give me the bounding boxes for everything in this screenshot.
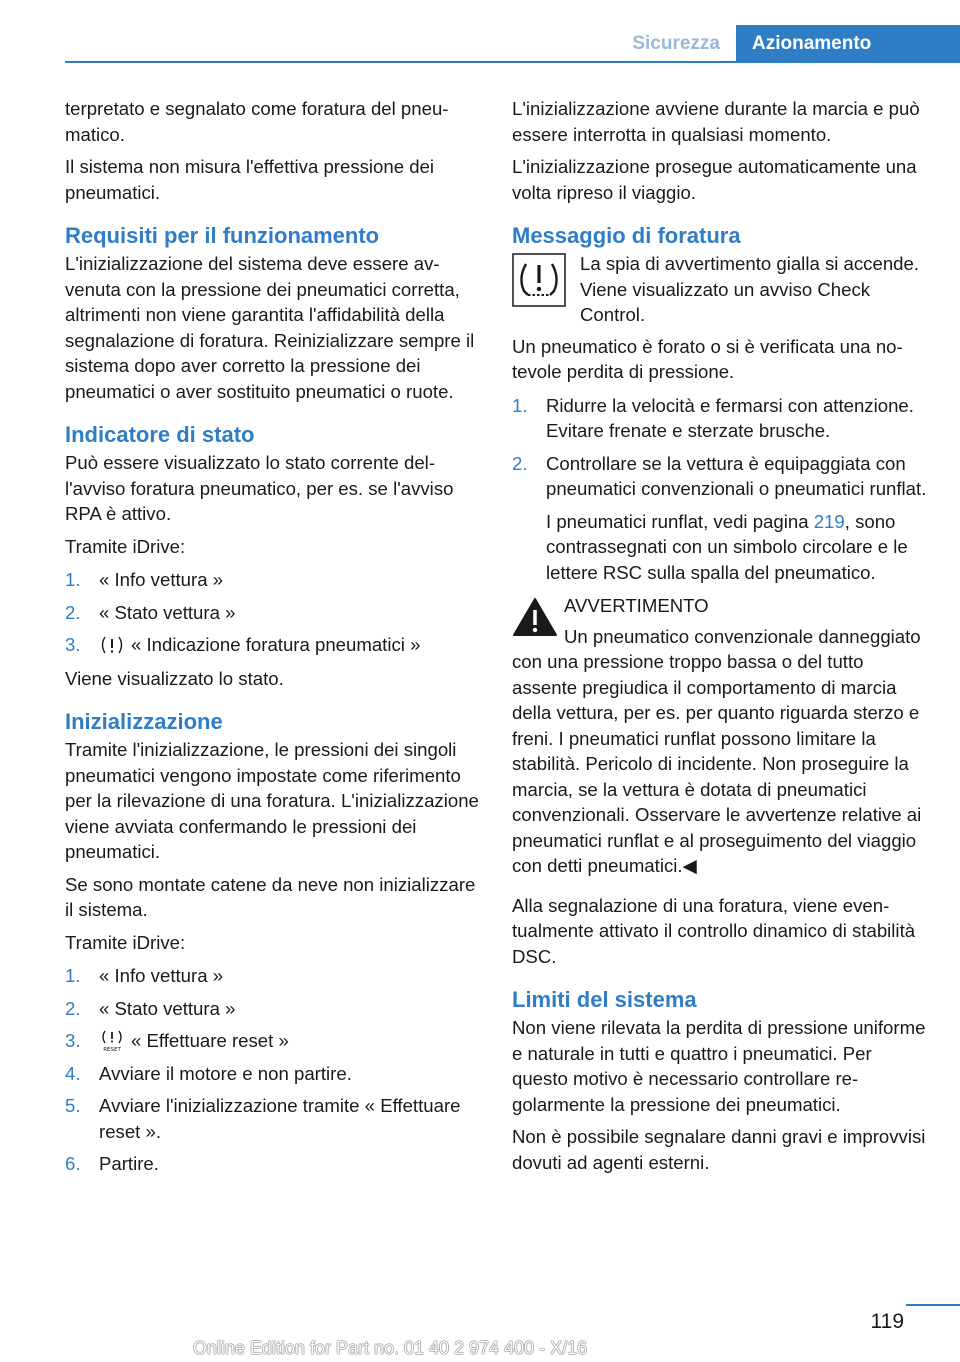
header-tabs [616, 25, 960, 62]
list-item: 2. Controllare se la vettura è equipaggiata con pneumatici convenzionali o pneumatici runflat. I pneumatici runflat, vedi pagina 219, sono contrassegnati con un simbolo circolare e le lettere RSC sulla spalla del pneumatico. [512, 451, 930, 586]
page-link-219[interactable]: 219 [813, 510, 845, 532]
tire-pressure-warning-icon [99, 634, 125, 656]
paragraph: Alla segnalazione di una foratura, viene eventualmente attivato il controllo dinamico di stabilità DSC. [512, 894, 916, 967]
warning-block [512, 593, 930, 879]
warning-light-text: La spia di avvertimento gialla si accende. Viene visualizzato un avviso Check Control. [580, 253, 920, 325]
chapter-tab: Azionamento [736, 25, 960, 62]
paragraph: L'inizializzazione del sistema deve essere avvenuta con la pressione dei pneumatici corretta, altrimenti non viene garantita l'affidabilità della segnalazione di foratura. Reinizializzare sempre il sistema dopo aver corretto la pressione dei pneumatici o aver sostituito pneumatici o ruote. [65, 253, 475, 402]
tire-pressure-warning-icon [512, 253, 566, 307]
paragraph: Non viene rilevata la perdita di pressione uniforme e naturale in tutti e quattro i pneumatici. Per questo motivo è necessario controllare regolarmente la pressione dei pneumatici. [512, 1017, 926, 1115]
list-item: 3. RESET « Effettuare reset » [65, 1030, 289, 1052]
paragraph: L'inizializzazione avviene durante la marcia e può essere interrotta in qualsiasi momento. [512, 98, 920, 145]
paragraph: Il sistema non misura l'effettiva pressione dei pneumatici. [65, 156, 435, 203]
svg-text:RESET: RESET [103, 1047, 121, 1052]
heading-messaggio: Messaggio di foratura [512, 223, 741, 248]
list-item: 4. Avviare il motore e non partire. [65, 1062, 352, 1084]
heading-requisiti: Requisiti per il funzionamento [65, 223, 380, 248]
list-item: 1. Ridurre la velocità e fermarsi con attenzione. Evitare frenate e sterzate brusche. [512, 394, 914, 441]
warning-title: AVVERTIMENTO [564, 595, 709, 616]
steps-list-stato [65, 567, 479, 658]
paragraph: Non è possibile segnalare danni gravi e improvvisi dovuti ad agenti esterni. [512, 1126, 926, 1173]
heading-stato: Indicatore di stato [65, 422, 255, 447]
list-item: 3. « Indicazione foratura pneumatici » [65, 634, 421, 655]
left-column [65, 96, 479, 1185]
list-item: 2. « Stato vettura » [65, 997, 236, 1019]
tire-pressure-reset-icon [99, 1030, 125, 1052]
warning-light-block [512, 251, 930, 328]
page-number: 119 [870, 1310, 904, 1333]
steps-list-foratura [512, 393, 930, 586]
warning-text: Un pneumatico convenzionale danneggiato con una pressione troppo bassa o del tutto assente pregiudica il comportamento di marcia della vettura, per es. per quanto riguarda sterzo e freni. I pneumatici runflat possono limitare la stabilità. Pericolo di incidente. Non proseguire la marcia, se la vettura è dotata di pneumatici convenzionali. Osservare le avvertenze relative ai pneumatici runflat e al proseguimento del viaggio con detti pneumatici.◀ [512, 625, 922, 876]
list-item: 6. Partire. [65, 1153, 159, 1174]
paragraph: Tramite iDrive: [65, 535, 186, 557]
heading-limiti: Limiti del sistema [512, 987, 697, 1012]
paragraph: Tramite iDrive: [65, 931, 186, 953]
section-tab: Sicurezza [632, 33, 720, 54]
heading-init: Inizializzazione [65, 709, 223, 734]
list-item: 1. « Info vettura » [65, 965, 224, 986]
right-column [512, 96, 930, 1182]
steps-list-init [65, 963, 479, 1177]
paragraph: L'inizializzazione prosegue automaticamente una volta ripreso il viaggio. [512, 156, 917, 203]
paragraph: Viene visualizzato lo stato. [65, 667, 284, 689]
paragraph: terpretato e segnalato come foratura del pneumatico. [65, 98, 449, 145]
paragraph: Può essere visualizzato lo stato corrente dell'avviso foratura pneumatico, per es. se l'avviso RPA è attivo. [65, 452, 454, 524]
paragraph: Se sono montate catene da neve non inizializzare il sistema. [65, 873, 476, 920]
list-item: 2. « Stato vettura » [65, 601, 236, 623]
footer-edition: Online Edition for Part no. 01 40 2 974 400 - X/16 [192, 1338, 588, 1358]
header-rule [65, 61, 960, 63]
list-item: 5. Avviare l'inizializzazione tramite « Effettuare reset ». [65, 1095, 461, 1142]
footer-rule [906, 1304, 960, 1306]
list-sub-paragraph: I pneumatici runflat, vedi pagina 219, sono contrassegnati con un simbolo circolare e le lettere RSC sulla spalla del pneumatico. [546, 510, 908, 583]
paragraph: Un pneumatico è forato o si è verificata una notevole perdita di pressione. [512, 335, 903, 382]
warning-triangle-icon [512, 597, 558, 637]
paragraph: Tramite l'inizializzazione, le pressioni dei singoli pneumatici vengono impostate come riferimento per la rilevazione di una foratura. L'inizializzazione viene avviata confermando le pressioni dei pneumatici. [65, 739, 479, 862]
list-item: 1. « Info vettura » [65, 569, 224, 590]
